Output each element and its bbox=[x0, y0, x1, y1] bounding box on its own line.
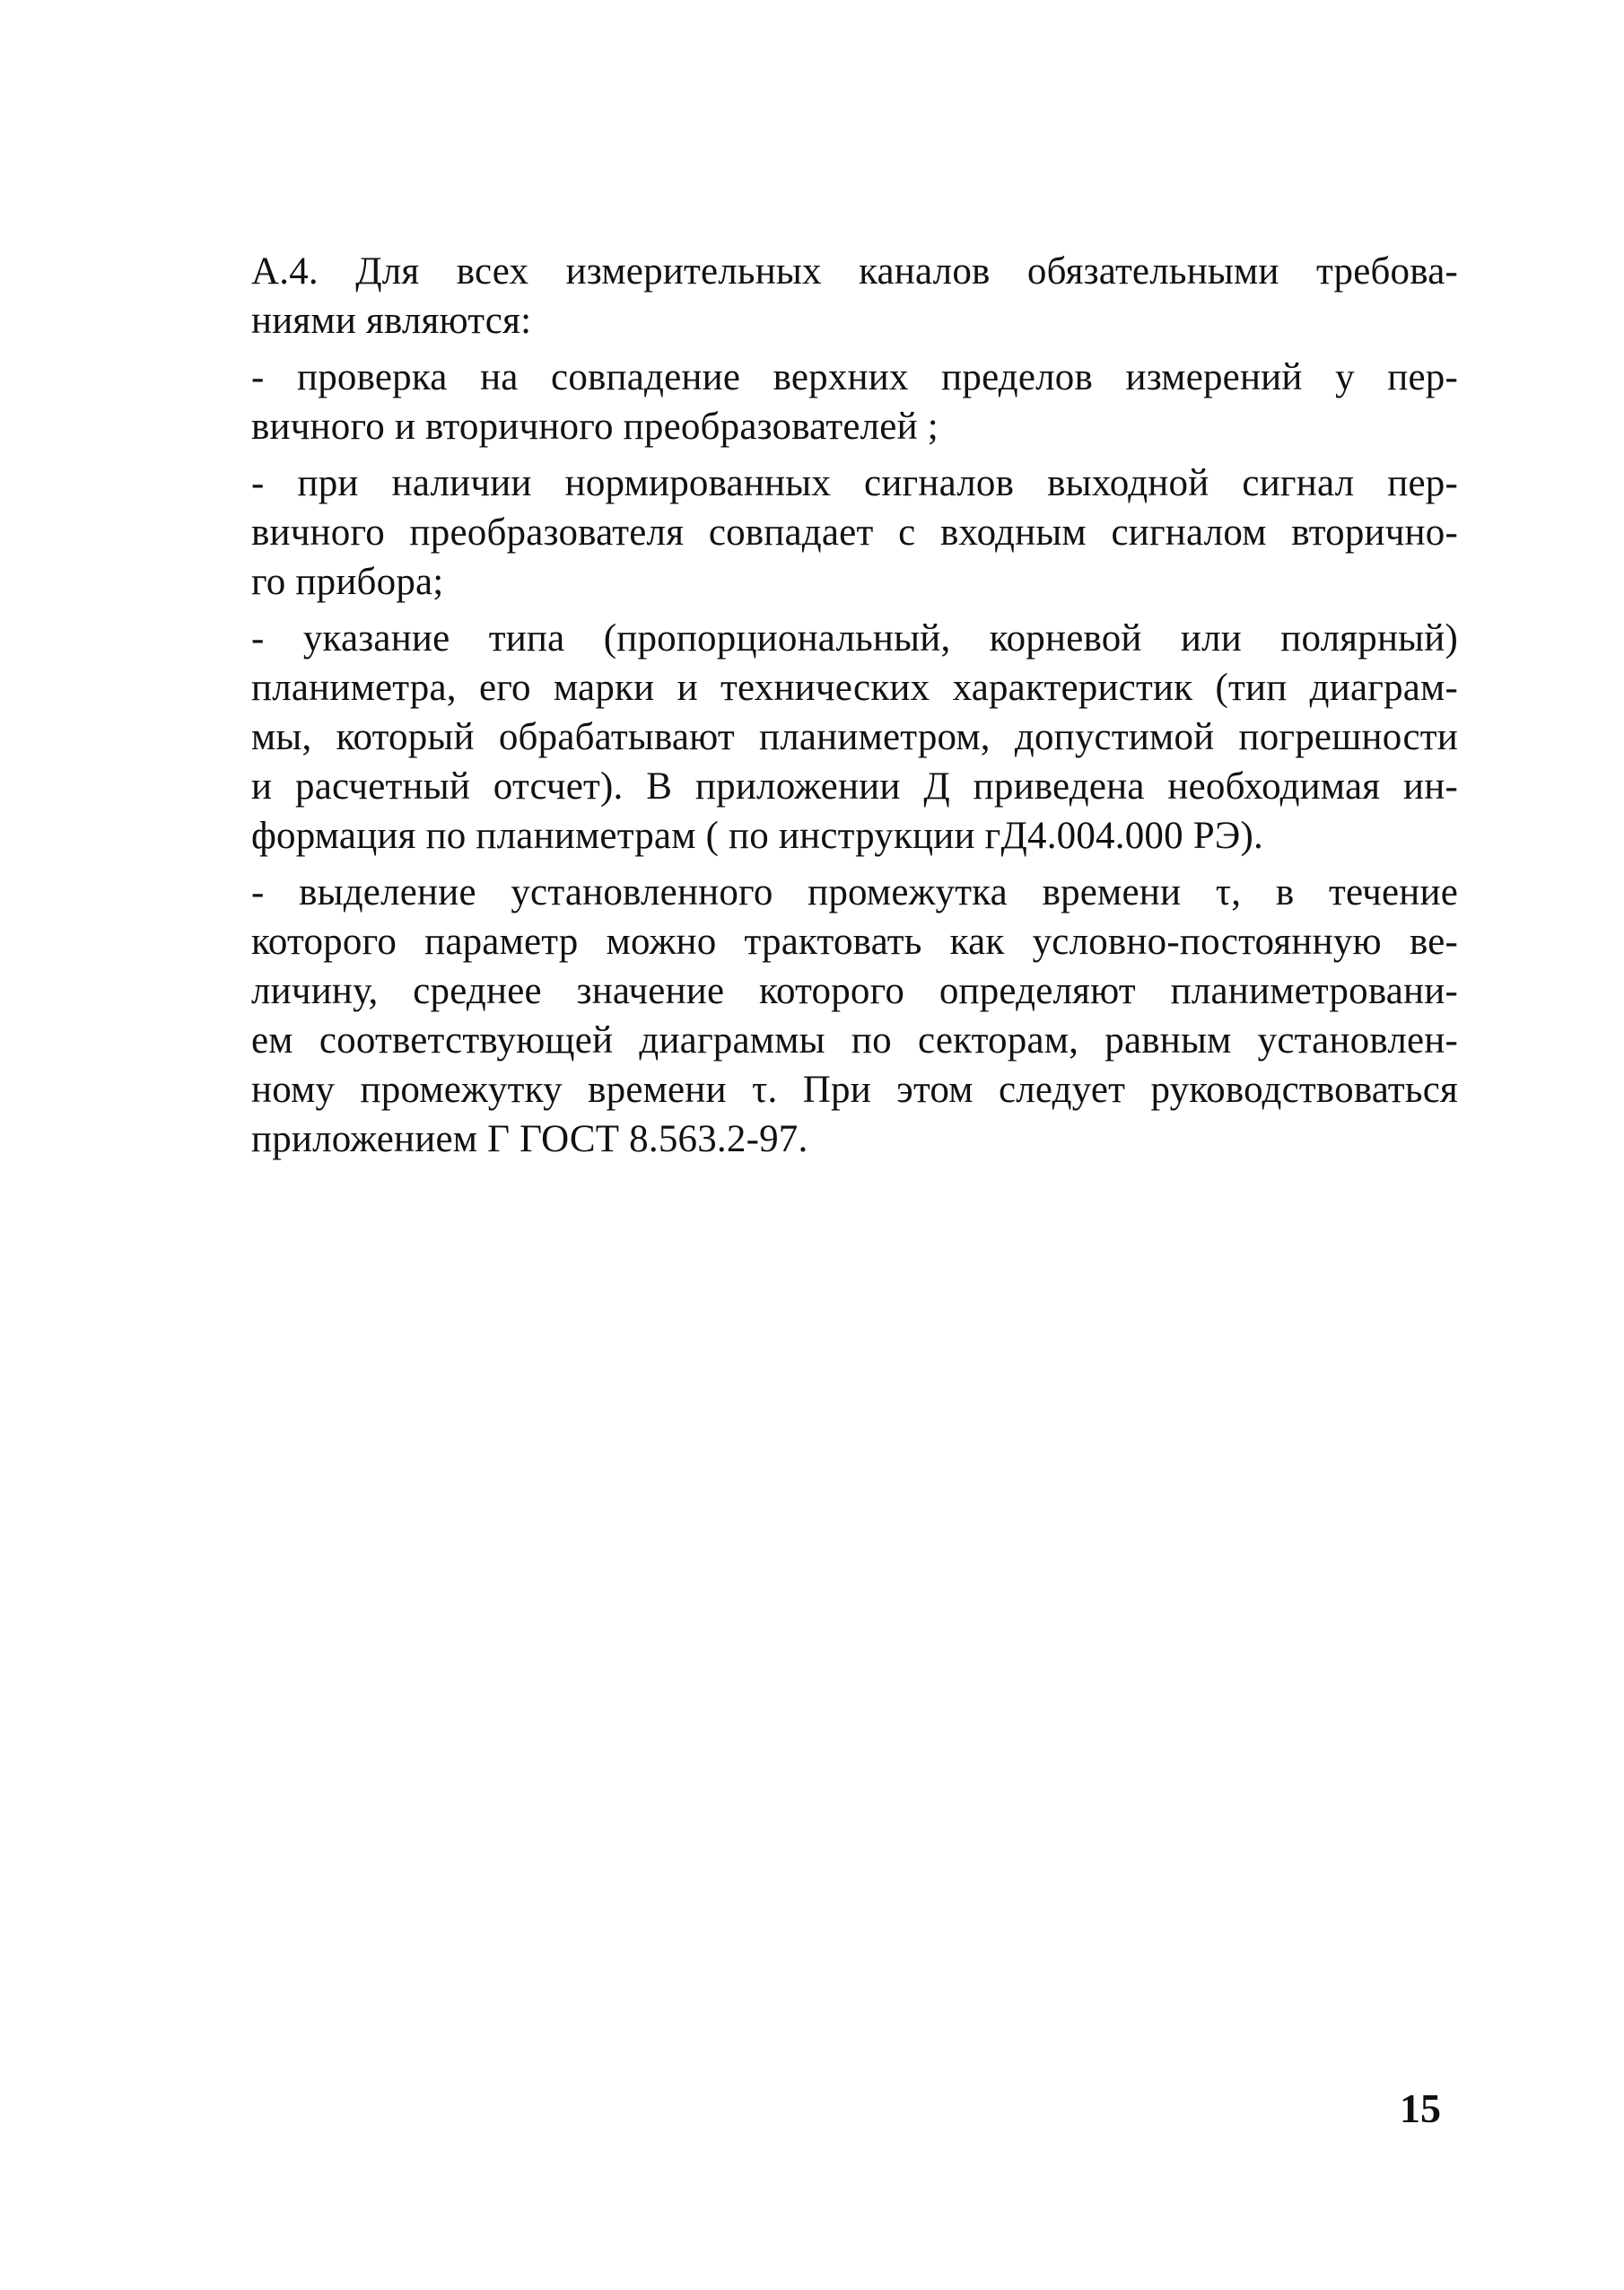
text-line: формация по планиметрам ( по инструкции гД4.004.000 РЭ). bbox=[251, 815, 1263, 857]
text-line: которого параметр можно трактовать как условно-постоянную ве- bbox=[251, 921, 1458, 963]
text-line: - проверка на совпадение верхних пределов измерений у пер- bbox=[251, 356, 1458, 398]
text-line: планиметра, его марки и технических характеристик (тип диаграм- bbox=[251, 667, 1458, 709]
text-line: приложением Г ГОСТ 8.563.2-97. bbox=[251, 1118, 808, 1160]
text-line: - при наличии нормированных сигналов выходной сигнал пер- bbox=[251, 462, 1458, 504]
text-line: - указание типа (пропорциональный, корневой или полярный) bbox=[251, 617, 1458, 660]
paragraph-item-normalized-signals bbox=[251, 459, 1458, 607]
text-line: вичного преобразователя совпадает с входным сигналом вторично- bbox=[251, 511, 1458, 554]
text-line: вичного и вторичного преобразователей ; bbox=[251, 406, 939, 448]
text-line: личину, среднее значение которого определяют планиметровани- bbox=[251, 970, 1458, 1012]
text-line: и расчетный отсчет). В приложении Д приведена необходимая ин- bbox=[251, 765, 1458, 808]
text-line: ем соответствующей диаграммы по секторам, равным установлен- bbox=[251, 1019, 1458, 1062]
text-line: го прибора; bbox=[251, 561, 444, 603]
paragraph-item-planimeter-type bbox=[251, 614, 1458, 861]
paragraph-a4-intro bbox=[251, 247, 1458, 345]
text-line: мы, который обрабатывают планиметром, допустимой погрешности bbox=[251, 716, 1458, 758]
text-line: ниями являются: bbox=[251, 300, 532, 342]
paragraph-item-upper-limits bbox=[251, 353, 1458, 451]
text-line: ному промежутку времени τ. При этом следует руководствоваться bbox=[251, 1069, 1458, 1111]
text-line: А.4. Для всех измерительных каналов обязательными требова- bbox=[251, 250, 1458, 293]
text-line: - выделение установленного промежутка времени τ, в течение bbox=[251, 871, 1458, 913]
paragraph-item-time-interval bbox=[251, 868, 1458, 1164]
page-number: 15 bbox=[1400, 2085, 1441, 2131]
body-text bbox=[251, 247, 1458, 1164]
